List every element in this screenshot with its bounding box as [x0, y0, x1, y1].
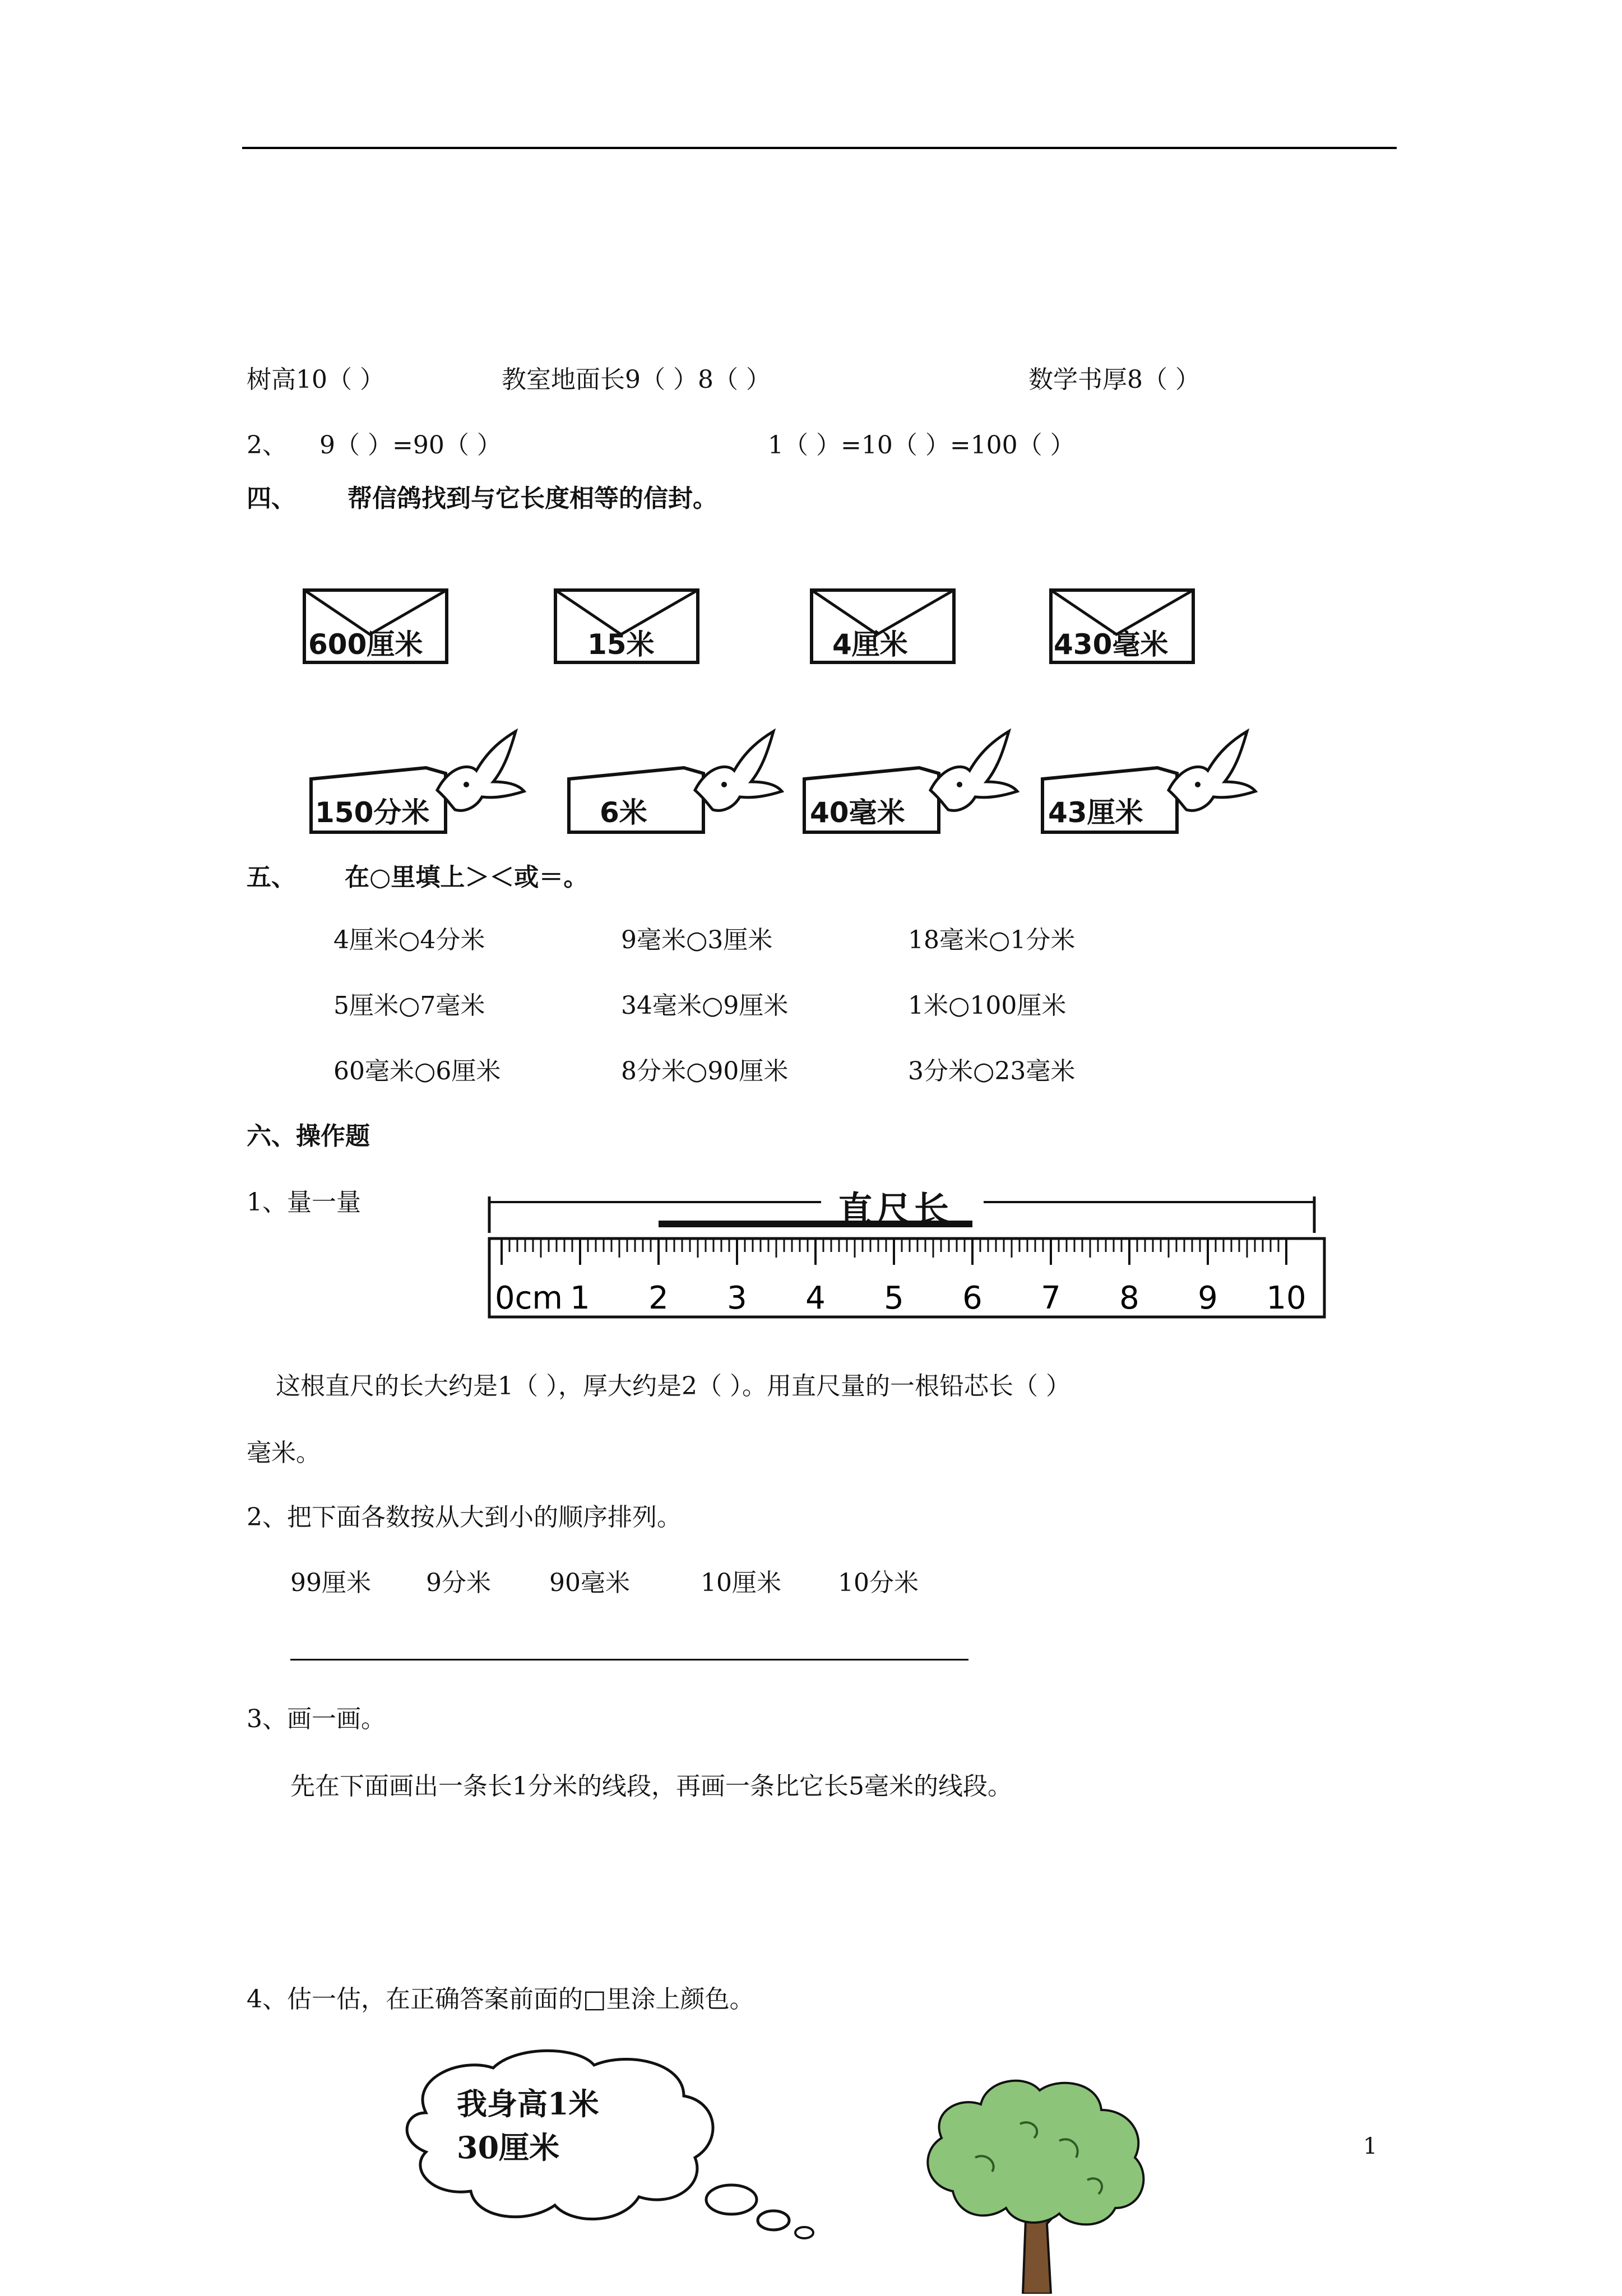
compare-item: 34毫米○9厘米: [621, 991, 789, 1020]
q3-text: 先在下面画出一条长1分米的线段，再画一条比它长5毫米的线段。: [290, 1772, 1012, 1801]
header-rule: [242, 147, 1397, 149]
q3-line1-item2: 教室地面长9（ ）8（ ）: [502, 365, 771, 394]
compare-item: 8分米○90厘米: [621, 1057, 789, 1086]
ruler-tick-label: 10: [1266, 1280, 1306, 1316]
q1-sentence-line1: 这根直尺的长大约是1（ ），厚大约是2（ ）。用直尺量的一根铅芯长（ ）: [276, 1372, 1070, 1400]
compare-item: 3分米○23毫米: [908, 1057, 1076, 1086]
page-number: 1: [1363, 2133, 1378, 2159]
dove-label: 150分米: [315, 796, 430, 829]
ruler: [485, 1171, 1331, 1334]
thought-bubble: [392, 2045, 841, 2281]
q3-line2-num: 2、: [247, 431, 287, 460]
envelope-label: 4厘米: [832, 628, 908, 661]
envelope-2: [554, 588, 699, 664]
section4-number: 四、: [247, 484, 296, 513]
dove-card-2: [566, 729, 785, 841]
compare-item: 60毫米○6厘米: [333, 1057, 501, 1086]
envelope-label: 600厘米: [308, 628, 423, 661]
q2-answer-line[interactable]: [290, 1659, 968, 1660]
q3-line2-item1: 9（ ）=90（ ）: [319, 431, 502, 460]
dove-icon: [566, 729, 785, 841]
dove-label: 43厘米: [1048, 796, 1143, 829]
q3-line1-item3: 数学书厚8（ ）: [1028, 365, 1200, 394]
q2-item: 99厘米: [290, 1569, 371, 1597]
ruler-tick-label: 1: [570, 1280, 590, 1316]
q2-item: 90毫米: [549, 1569, 630, 1597]
dove-card-4: [1040, 729, 1258, 841]
ruler-tick-label: 5: [884, 1280, 904, 1316]
section5-number: 五、: [247, 863, 296, 892]
bubble-line2: 30厘米: [457, 2130, 560, 2165]
section6-title: 六、操作题: [247, 1122, 370, 1151]
compare-item: 1米○100厘米: [908, 991, 1067, 1020]
bubble-line1: 我身高1米: [457, 2086, 599, 2122]
q2-item: 10厘米: [701, 1569, 781, 1597]
dove-label: 6米: [600, 796, 647, 829]
ruler-tick-label: 9: [1198, 1280, 1218, 1316]
section4-title: 帮信鸽找到与它长度相等的信封。: [347, 484, 717, 513]
compare-item: 18毫米○1分米: [908, 926, 1076, 954]
q4-label: 4、估一估，在正确答案前面的□里涂上颜色。: [247, 1985, 754, 2014]
compare-item: 5厘米○7毫米: [333, 991, 485, 1020]
dove-label: 40毫米: [810, 796, 905, 829]
q3-line2-item2: 1（ ）=10（ ）=100（ ）: [768, 431, 1075, 460]
ruler-tick-label: 3: [727, 1280, 747, 1316]
envelope-1: [303, 588, 448, 664]
ruler-tick-label: 2: [648, 1280, 669, 1316]
ruler-tick-label: 8: [1119, 1280, 1139, 1316]
tree-icon: [919, 2074, 1155, 2294]
compare-item: 9毫米○3厘米: [621, 926, 773, 954]
q2-label: 2、把下面各数按从大到小的顺序排列。: [247, 1503, 682, 1532]
q2-item: 10分米: [838, 1569, 919, 1597]
tree: [919, 2074, 1155, 2294]
q1-sentence-line2: 毫米。: [247, 1439, 321, 1467]
q3-line1-item1: 树高10（ ）: [247, 365, 384, 394]
section5-title: 在○里填上＞＜或＝。: [345, 863, 588, 892]
envelope-4: [1049, 588, 1195, 664]
compare-item: 4厘米○4分米: [333, 926, 485, 954]
q3-label: 3、画一画。: [247, 1705, 386, 1733]
ruler-tick-label: 4: [805, 1280, 826, 1316]
ruler-tick-label: 7: [1041, 1280, 1061, 1316]
envelope-label: 430毫米: [1054, 628, 1169, 661]
ruler-tick-label: 6: [962, 1280, 983, 1316]
ruler-caption: 直尺长: [838, 1189, 953, 1230]
dove-card-1: [308, 729, 527, 841]
q2-item: 9分米: [426, 1569, 491, 1597]
q1-label: 1、量一量: [247, 1188, 361, 1217]
envelope-label: 15米: [587, 628, 655, 661]
dove-card-3: [801, 729, 1020, 841]
ruler-tick-label: 0cm: [495, 1280, 563, 1316]
envelope-3: [810, 588, 956, 664]
